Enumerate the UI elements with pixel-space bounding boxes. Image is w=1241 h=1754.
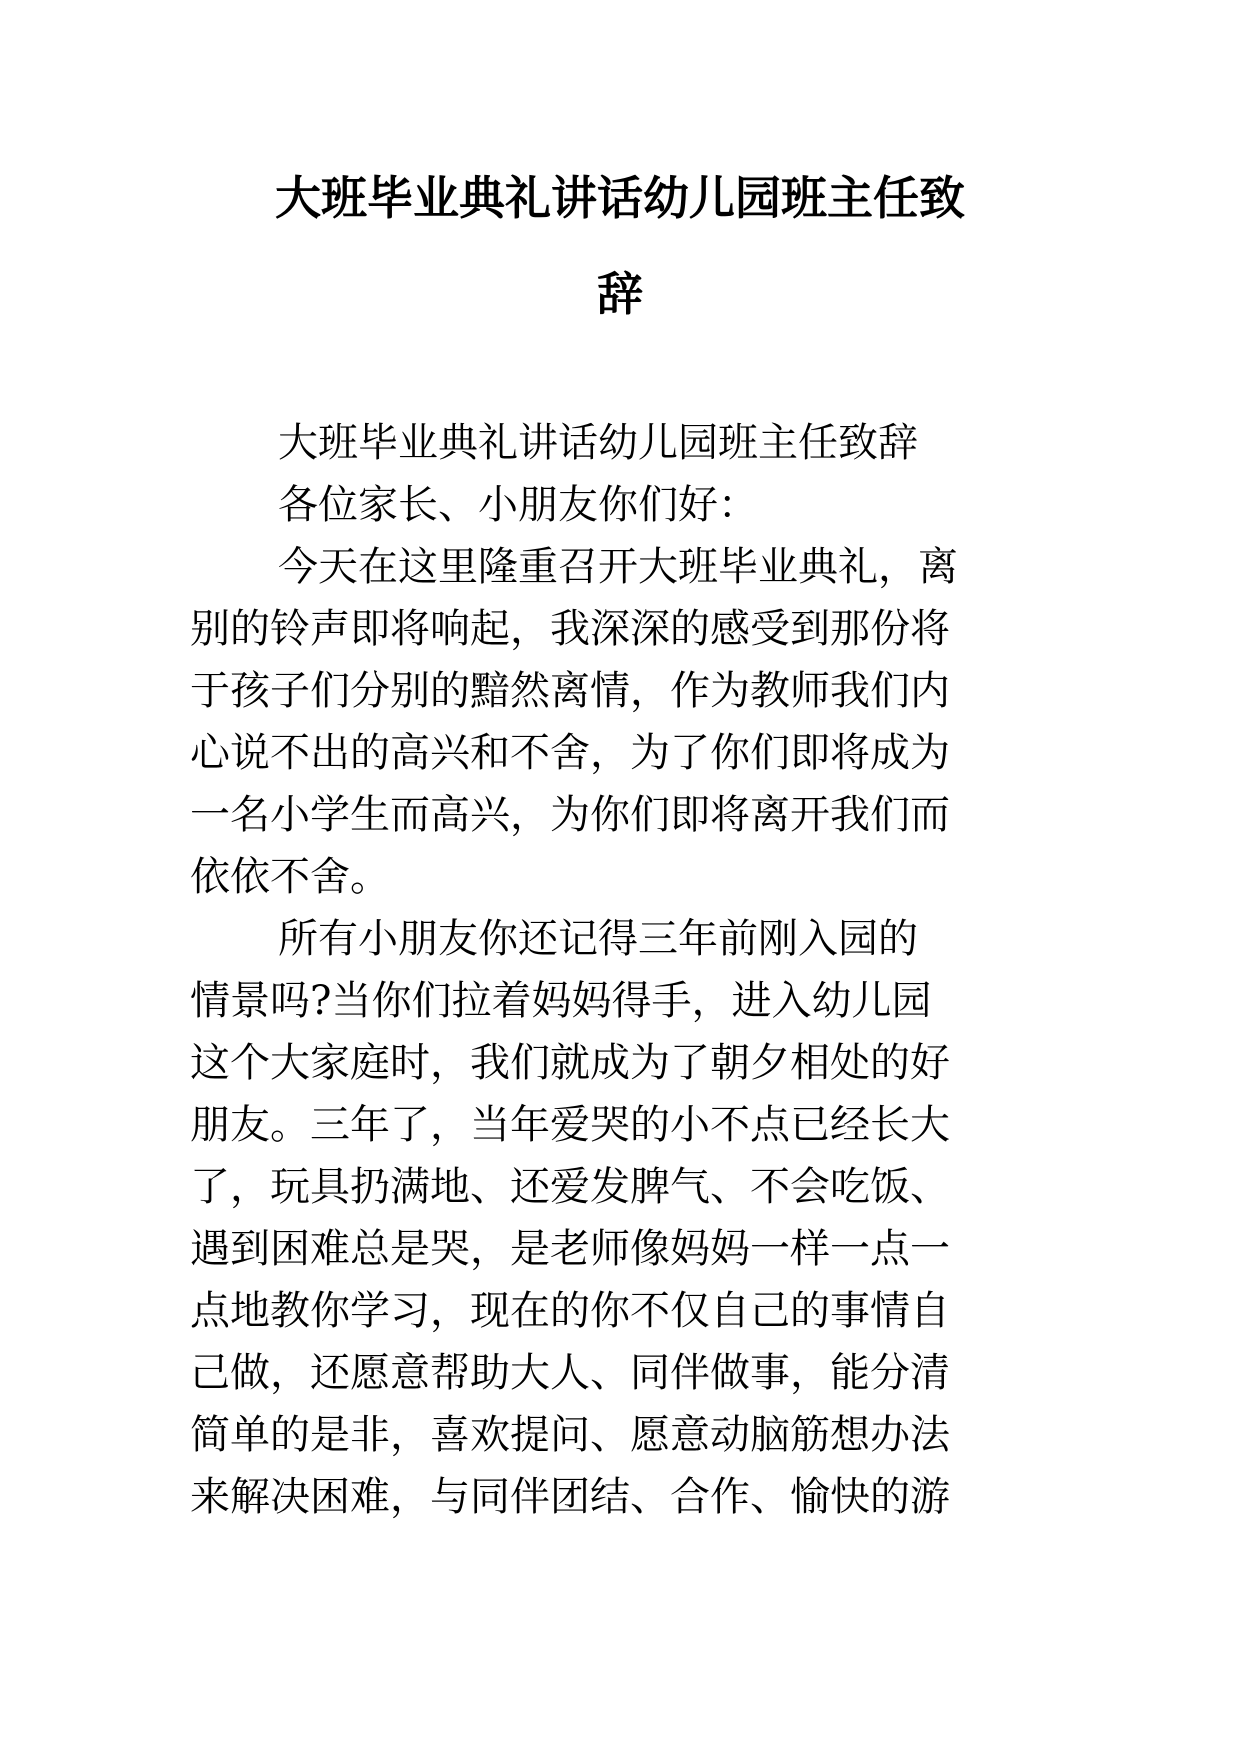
body-line: 这个大家庭时，我们就成为了朝夕相处的好	[190, 1040, 950, 1086]
body-line: 遇到困难总是哭，是老师像妈妈一样一点一	[190, 1226, 950, 1272]
body-line: 点地教你学习，现在的你不仅自己的事情自	[190, 1288, 950, 1334]
body-line: 大班毕业典礼讲话幼儿园班主任致辞	[278, 420, 918, 466]
body-line: 各位家长、小朋友你们好：	[278, 482, 758, 528]
body-line: 简单的是非，喜欢提问、愿意动脑筋想办法	[190, 1412, 950, 1458]
title-line-2: 辞	[597, 267, 643, 321]
body-line: 情景吗?当你们拉着妈妈得手，进入幼儿园	[190, 978, 932, 1024]
document-body	[190, 412, 1070, 1528]
body-line: 别的铃声即将响起，我深深的感受到那份将	[190, 606, 950, 652]
body-line: 于孩子们分别的黯然离情，作为教师我们内	[190, 668, 950, 714]
body-line: 来解决困难，与同伴团结、合作、愉快的游	[190, 1474, 950, 1520]
body-line: 今天在这里隆重召开大班毕业典礼，离	[278, 544, 958, 590]
body-line: 一名小学生而高兴，为你们即将离开我们而	[190, 792, 950, 838]
body-line: 己做，还愿意帮助大人、同伴做事，能分清	[190, 1350, 950, 1396]
body-line: 了，玩具扔满地、还爱发脾气、不会吃饭、	[190, 1164, 950, 1210]
body-line: 心说不出的高兴和不舍，为了你们即将成为	[190, 730, 950, 776]
body-line: 所有小朋友你还记得三年前刚入园的	[278, 916, 918, 962]
title-line-1: 大班毕业典礼讲话幼儿园班主任致	[275, 171, 965, 225]
body-line: 朋友。三年了，当年爱哭的小不点已经长大	[190, 1102, 950, 1148]
body-line: 依依不舍。	[190, 854, 390, 900]
document-title	[190, 150, 1050, 342]
